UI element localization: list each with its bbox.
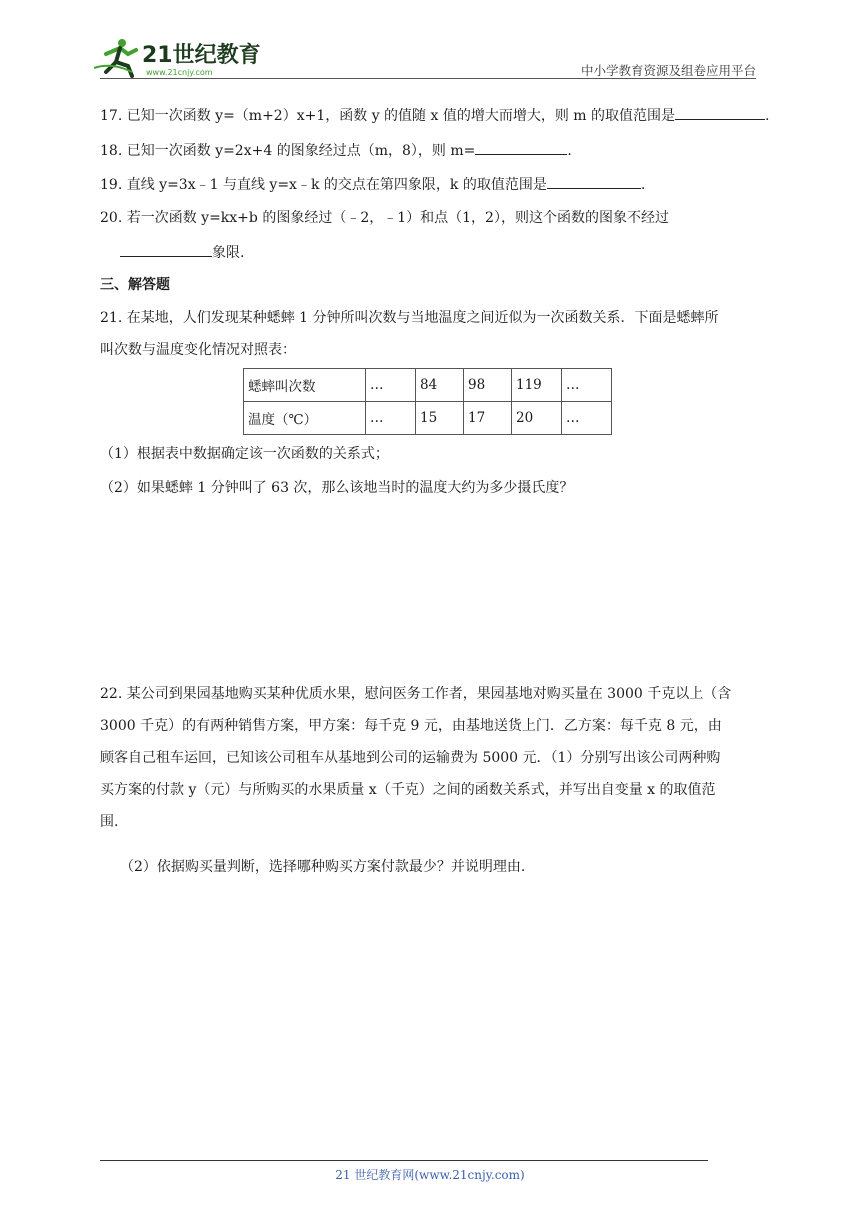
question-17-text: 17. 已知一次函数 y=（m+2）x+1，函数 y 的值随 x 值的增大而增大，则 m 的取值范围是 [100, 108, 676, 124]
question-19: 19. 直线 y=3x﹣1 与直线 y=x﹣k 的交点在第四象限，k 的取值范围是 . [100, 174, 645, 195]
footer-text[interactable]: 21 世纪教育网(www.21cnjy.com) [335, 1168, 525, 1182]
question-21-part2: （2）如果蟋蟀 1 分钟叫了 63 次，那么该地当时的温度大约为多少摄氏度？ [100, 480, 574, 496]
question-19-text: 19. 直线 y=3x﹣1 与直线 y=x﹣k 的交点在第四象限，k 的取值范围是 [100, 177, 547, 193]
question-20-line1: 20. 若一次函数 y=kx+b 的图象经过（﹣2，﹣1）和点（1，2），则这个函数的图象不经过 [100, 210, 669, 226]
question-22-line1: 22. 某公司到果园基地购买某种优质水果，慰问医务工作者，果园基地对购买量在 3000 千克以上（含 [100, 686, 732, 702]
table-cell: … [562, 402, 612, 435]
table-cell: … [366, 369, 416, 402]
question-18: 18. 已知一次函数 y=2x+4 的图象经过点（m，8），则 m= . [100, 140, 572, 161]
question-22-line3: 顾客自己租车运回，已知该公司租车从基地到公司的运输费为 5000 元．（1）分别写出该公司两种购 [100, 750, 721, 766]
answer-blank-20 [120, 242, 212, 257]
footer-divider [100, 1160, 708, 1161]
question-22-line4: 买方案的付款 y（元）与所购买的水果质量 x（千克）之间的函数关系式，并写出自变量 x 的取值范 [100, 782, 716, 798]
table-row [244, 402, 612, 435]
table-cell: 119 [512, 369, 562, 402]
table-cell: 98 [464, 369, 512, 402]
answer-blank-17 [675, 105, 765, 120]
section-title: 三、解答题 [100, 277, 170, 293]
table-cell: 84 [416, 369, 464, 402]
header-platform-text: 中小学教育资源及组卷应用平台 [580, 63, 756, 78]
runner-icon [94, 39, 136, 76]
logo-text: 21世纪教育 [142, 43, 261, 68]
table-cell: 15 [416, 402, 464, 435]
logo-url: www.21cnjy.com [146, 68, 213, 77]
question-22-part2: （2）依据购买量判断，选择哪种购买方案付款最少？并说明理由. [120, 859, 526, 875]
question-21-line1: 21. 在某地，人们发现某种蟋蟀 1 分钟所叫次数与当地温度之间近似为一次函数关系．下面是蟋蟀所 [100, 310, 719, 326]
table-cell: 温度（℃） [244, 402, 366, 435]
cricket-temperature-table [243, 368, 612, 435]
table-cell: … [366, 402, 416, 435]
question-21-line2: 叫次数与温度变化情况对照表： [100, 342, 296, 358]
question-22-line2: 3000 千克）的有两种销售方案，甲方案：每千克 9 元，由基地送货上门．乙方案：每千克 8 元，由 [100, 718, 722, 734]
answer-blank-18 [475, 140, 567, 155]
header-divider [100, 78, 756, 79]
table-cell: 17 [464, 402, 512, 435]
table-row [244, 369, 612, 402]
answer-blank-19 [547, 174, 641, 189]
table-cell: 20 [512, 402, 562, 435]
question-17: 17. 已知一次函数 y=（m+2）x+1，函数 y 的值随 x 值的增大而增大，则 m 的取值范围是 . [100, 105, 769, 126]
question-21-part1: （1）根据表中数据确定该一次函数的关系式； [100, 446, 389, 462]
question-22-line5: 围. [100, 814, 119, 830]
table-cell: 蟋蟀叫次数 [244, 369, 366, 402]
site-logo [92, 34, 262, 80]
question-18-text: 18. 已知一次函数 y=2x+4 的图象经过点（m，8），则 m= [100, 143, 476, 159]
question-20-line2: 象限. [120, 242, 244, 263]
table-cell: … [562, 369, 612, 402]
